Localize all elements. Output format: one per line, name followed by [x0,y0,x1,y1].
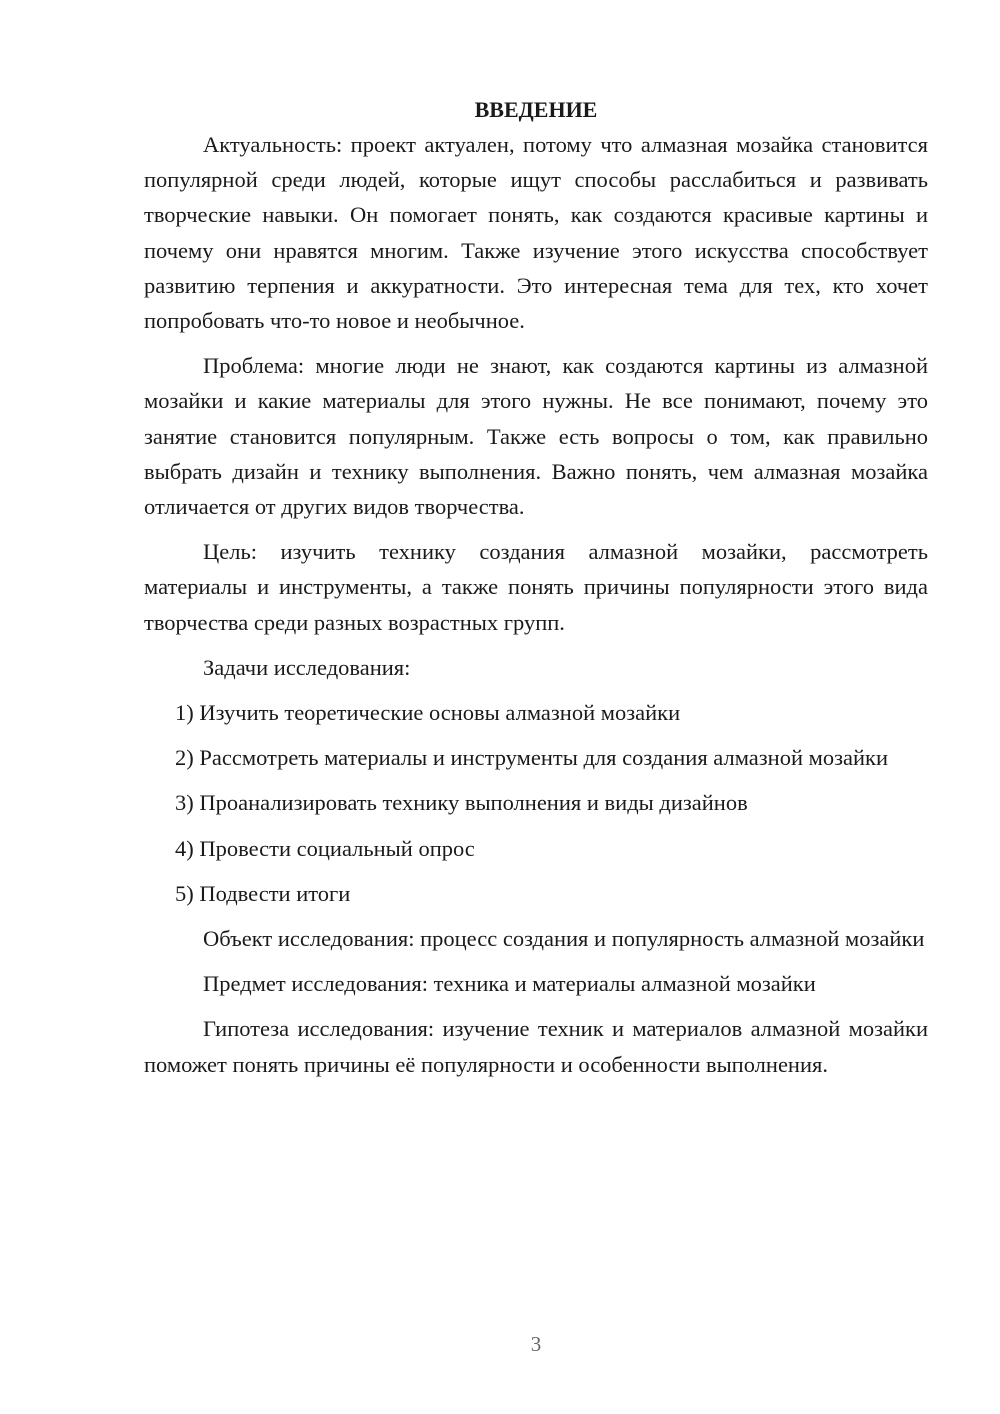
paragraph-goal: Цель: изучить технику создания алмазной мозайки, рассмотреть материалы и инструменты, а также понять причины популярности этого вида творчества среди разных возрастных групп. [144,539,928,635]
paragraph-object: Объект исследования: процесс создания и популярность алмазной мозайки [203,926,925,952]
list-item: 5) Подвести итоги [175,880,351,906]
tasks-heading: Задачи исследования: [203,654,411,680]
tasks-list [144,695,928,911]
list-item: 4) Провести социальный опрос [175,835,475,861]
paragraph-hypothesis: Гипотеза исследования: изучение техник и материалов алмазной мозайки поможет понять причины её популярности и особенности выполнения. [144,1016,928,1077]
list-item: 2) Рассмотреть материалы и инструменты для создания алмазной мозайки [175,745,889,771]
page-body [144,92,928,1082]
list-item: 3) Проанализировать технику выполнения и виды дизайнов [175,790,748,816]
page-title: ВВЕДЕНИЕ [474,97,598,122]
paragraph-subject: Предмет исследования: техника и материалы алмазной мозайки [203,971,816,997]
list-item: 1) Изучить теоретические основы алмазной мозайки [175,700,681,726]
page-number: 3 [530,1332,542,1356]
paragraph-problem: Проблема: многие люди не знают, как создаются картины из алмазной мозайки и какие материалы для этого нужны. Не все понимают, почему это занятие становится популярным. Также есть вопросы о том, как правильно выбрать дизайн и технику выполнения. Важно понять, чем алмазная мозайка отличается от других видов творчества. [144,353,928,520]
paragraph-relevance: Актуальность: проект актуален, потому что алмазная мозайка становится популярной среди людей, которые ищут способы расслабиться и развивать творческие навыки. Он помогает понять, как создаются красивые картины и почему они нравятся многим. Также изучение этого искусства способствует развитию терпения и аккуратности. Это интересная тема для тех, кто хочет попробовать что-то новое и необычное. [144,132,928,334]
